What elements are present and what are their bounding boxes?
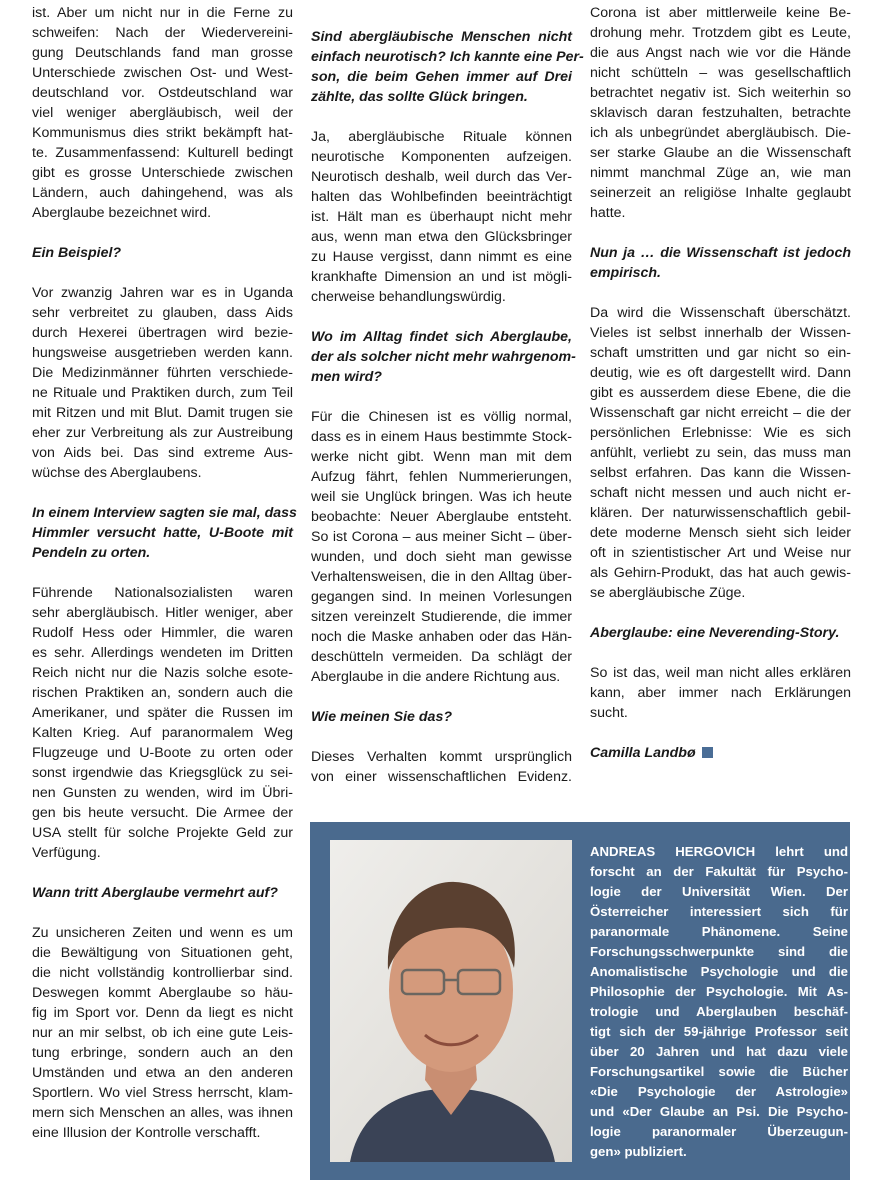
text-line: Verfügung.	[32, 845, 101, 861]
answer-paragraph	[590, 3, 851, 223]
author-name: Camilla Landbø	[590, 745, 696, 761]
interview-question	[311, 707, 572, 727]
text-line: neurotische Komponenten aufzeigen.	[311, 149, 572, 165]
text-line: sitzen vereinzelt Studierende, die immer	[311, 609, 572, 625]
text-line: logie paranormaler Überzeugun-	[590, 1124, 848, 1139]
text-line: Amerikaner, und später die Russen im	[32, 705, 293, 721]
text-line: aus, wenn man etwa den Glücksbringer	[311, 229, 572, 245]
text-line: nicht schütteln – was gesellschaftlich	[590, 65, 851, 81]
text-line: ist. Hält man es überhaupt nicht mehr	[311, 209, 572, 225]
text-line: gung Deutschlands fand man grosse	[32, 45, 293, 61]
text-line: durch Hexerei übertragen wird bezie-	[32, 325, 293, 341]
text-line: mit Ritzen und mit Blut. Damit trugen sie	[32, 405, 293, 421]
text-line: Forschungsschwerpunkte sind die	[590, 944, 848, 959]
text-line: trologie und Aberglauben beschäf-	[590, 1004, 848, 1019]
text-line: sehr abergläubisch. Hitler weniger, aber	[32, 605, 293, 621]
text-line: ich als unbegründet abergläubisch. Die-	[590, 125, 851, 141]
answer-paragraph	[32, 923, 293, 1143]
text-line: Flugzeuge und U-Boote zu orten oder	[32, 745, 293, 761]
text-line: Für die Chinesen ist es völlig normal,	[311, 409, 572, 425]
text-line: Dieses Verhalten kommt ursprünglich	[311, 749, 572, 765]
answer-paragraph	[590, 303, 851, 603]
text-line: deutschland vor. Ostdeutschland war	[32, 85, 293, 101]
text-line: Unterschiede zwischen Ost- und West-	[32, 65, 293, 81]
text-line: weil sie Unglück bringen. Was ich heute	[311, 489, 572, 505]
text-line: ser starke Glaube an die Wissenschaft	[590, 145, 851, 161]
text-line: Kommunismus dies strikt bekämpft hat-	[32, 125, 293, 141]
interview-question	[32, 503, 297, 563]
text-line: von einer wissenschaftlichen Evidenz.	[311, 769, 572, 785]
answer-paragraph	[311, 127, 572, 307]
text-line: schaft nicht messen und auch nicht er-	[590, 485, 851, 501]
text-line: Rudolf Hess oder Himmler, die waren	[32, 625, 293, 641]
text-line: tigt sich der 59-jährige Professor seit	[590, 1024, 848, 1039]
text-line: Sind abergläubische Menschen nicht	[311, 29, 572, 45]
answer-paragraph	[32, 283, 293, 483]
interview-question	[590, 623, 851, 643]
text-line: eher zur Verbreitung als zur Austreibung	[32, 425, 293, 441]
text-line: sehr verbreitet zu glauben, dass Aids	[32, 305, 293, 321]
text-line: son, die beim Gehen immer auf Drei	[311, 69, 572, 85]
text-line: zählte, das sollte Glück bringen.	[311, 89, 528, 105]
text-line: dass es in einem Haus bestimmte Stock-	[311, 429, 572, 445]
text-line: logie der Universität Wien. Der	[590, 884, 848, 899]
text-line: Vieles ist selbst innerhalb der Wissen-	[590, 325, 851, 341]
text-line: Zu unsicheren Zeiten und wenn es um	[32, 925, 293, 941]
text-line: gibt es grosse Unterschiede zwischen	[32, 165, 293, 181]
author-bio-box	[310, 822, 850, 1180]
text-line: forscht an der Fakultät für Psycho-	[590, 864, 848, 879]
text-line: selbst erfahren. Das kann die Wissen-	[590, 465, 851, 481]
text-line: der als solcher nicht mehr wahrgenom-	[311, 349, 576, 365]
text-line: schweifen: Nach der Wiedervereini-	[32, 25, 293, 41]
text-line: zu Hause vergisst, dann nimmt es eine	[311, 249, 572, 265]
answer-paragraph	[32, 583, 293, 863]
text-line: drohung mehr. Trotzdem gibt es Leute,	[590, 25, 851, 41]
text-line: Sportlern. Wo viel Stress herrscht, klam-	[32, 1085, 293, 1101]
text-line: Himmler versucht hatte, U-Boote mit	[32, 525, 293, 541]
interview-question	[590, 243, 851, 283]
text-line: nen Gunsten zu wenden, wird im Übri-	[32, 785, 293, 801]
text-line: Neurotisch deshalb, weil durch das Ver-	[311, 169, 572, 185]
text-line: Nun ja … die Wissenschaft ist jedoch	[590, 245, 851, 261]
text-line: Corona ist aber mittlerweile keine Be-	[590, 5, 851, 21]
text-line: Wie meinen Sie das?	[311, 709, 453, 725]
text-line: Ein Beispiel?	[32, 245, 122, 261]
text-line: eine Illusion der Kontrolle verschafft.	[32, 1125, 261, 1141]
text-line: die Bewältigung von Situationen geht,	[32, 945, 293, 961]
text-line: Aufzug fährt, fehlen Nummerierungen,	[311, 469, 572, 485]
text-line: Wissenschaft gar nicht erreicht – die der	[590, 405, 851, 421]
text-line: gegangen sind. In meinen Vorlesungen	[311, 589, 572, 605]
text-line: Aberglaube: eine Neverending-Story.	[590, 625, 840, 641]
article-column-2	[311, 27, 584, 807]
text-line: Ja, abergläubische Rituale können	[311, 129, 572, 145]
answer-paragraph	[311, 407, 572, 687]
text-line: Deswegen kommt Aberglaube so häu-	[32, 985, 293, 1001]
text-line: über 20 Jahren und hat dazu viele	[590, 1044, 848, 1059]
text-line: Kalten Krieg. Auf paranormalem Weg	[32, 725, 293, 741]
text-line: Da wird die Wissenschaft überschätzt.	[590, 305, 851, 321]
text-line: Philosophie der Psychologie. Mit As-	[590, 984, 848, 999]
text-line: sklavisch daran festzuhalten, betrachte	[590, 105, 851, 121]
text-line: nimmt manchmal Züge an, wie man	[590, 165, 851, 181]
text-line: und «Der Glaube an Psi. Die Psycho-	[590, 1104, 848, 1119]
text-line: nur an mir selbst, ob ich eine gute Leis-	[32, 1025, 293, 1041]
text-line: se abergläubische Züge.	[590, 585, 746, 601]
text-line: Ländern, auch dahingehend, was als	[32, 185, 293, 201]
text-line: betrachtet negativ ist. Sich weiterhin so	[590, 85, 851, 101]
article-column-3	[590, 3, 851, 763]
text-line: paranormale Phänomene. Seine	[590, 924, 848, 939]
text-line: Verhaltensweisen, die in den Alltag über-	[311, 569, 572, 585]
text-line: Wo im Alltag findet sich Aberglaube,	[311, 329, 572, 345]
text-line: viel weniger abergläubisch, weil der	[32, 105, 293, 121]
article-column-1	[32, 3, 297, 1163]
text-line: So ist das, weil man nicht alles erklären	[590, 665, 851, 681]
text-line: Führende Nationalsozialisten waren	[32, 585, 293, 601]
answer-paragraph	[590, 663, 851, 723]
text-line: Österreicher interessiert sich für	[590, 904, 848, 919]
text-line: gen» publiziert.	[590, 1144, 687, 1159]
text-line: tung erbringe, sondern auch an den	[32, 1045, 293, 1061]
text-line: anfühlt, verliebt zu sein, das muss man	[590, 445, 851, 461]
text-line: Anomalistische Psychologie und die	[590, 964, 848, 979]
text-line: beobachte: Neuer Aberglaube entsteht.	[311, 509, 572, 525]
portrait-illustration	[330, 840, 572, 1162]
text-line: einfach neurotisch? Ich kannte eine Per-	[311, 49, 584, 65]
text-line: dete moderne Mensch sieht sich leider	[590, 525, 851, 541]
portrait-photo	[330, 840, 572, 1162]
text-line: In einem Interview sagten sie mal, dass	[32, 505, 297, 521]
text-line: schaft umstritten und gar nicht so ein-	[590, 345, 851, 361]
text-line: Wann tritt Aberglaube vermehrt auf?	[32, 885, 278, 901]
text-line: sucht.	[590, 705, 628, 721]
end-mark-square-icon	[702, 747, 713, 758]
text-line: hatte.	[590, 205, 626, 221]
text-line: es sehr. Allerdings wendeten im Dritten	[32, 645, 293, 661]
text-line: Die Medizinmänner führten verschiede-	[32, 365, 293, 381]
text-line: wunden, und doch sieht man gewisse	[311, 549, 572, 565]
text-line: persönlichen Erlebnisse: Wie es sich	[590, 425, 851, 441]
text-line: klären. Der naturwissenschaftlich gebil-	[590, 505, 851, 521]
text-line: die nicht vollständig kontrollierbar sind.	[32, 965, 293, 981]
text-line: cherweise behandlungswürdig.	[311, 289, 506, 305]
text-line: Aberglaube in die andere Richtung aus.	[311, 669, 561, 685]
text-line: So ist Corona – aus meiner Sicht – über-	[311, 529, 572, 545]
text-line: mern sich Menschen an alles, was ihnen	[32, 1105, 293, 1121]
text-line: men wird?	[311, 369, 382, 385]
text-line: gen bis heute versucht. Die Armee der	[32, 805, 293, 821]
text-line: hungsweise ausgetrieben werden kann.	[32, 345, 293, 361]
text-line: wüchse des Aberglaubens.	[32, 465, 202, 481]
text-line: von Aids bei. Das sind extreme Aus-	[32, 445, 293, 461]
text-line: Umständen und etwa an den anderen	[32, 1065, 293, 1081]
text-line: empirisch.	[590, 265, 661, 281]
text-line: ist. Aber um nicht nur in die Ferne zu	[32, 5, 293, 21]
text-line: halten das Wohlbefinden beeinträchtigt	[311, 189, 572, 205]
text-line: ANDREAS HERGOVICH lehrt und	[590, 844, 848, 859]
text-line: krankhafte Dimension an und ist mögli-	[311, 269, 572, 285]
text-line: die aus Angst nach wie vor die Hände	[590, 45, 851, 61]
text-line: USA stellt für solche Projekte Geld zur	[32, 825, 293, 841]
text-line: Aberglaube bezeichnet wird.	[32, 205, 212, 221]
text-line: ne Rituale und Praktiken durch, zum Teil	[32, 385, 293, 401]
answer-paragraph	[311, 747, 572, 787]
text-line: te. Zusammenfassend: Kulturell bedingt	[32, 145, 293, 161]
interview-question	[32, 883, 293, 903]
text-line: fig im Sport vor. Denn da liegt es nicht	[32, 1005, 293, 1021]
text-line: oft in szientistischer Art und Weise nur	[590, 545, 851, 561]
text-line: gibt es ausserdem diese Ebene, die die	[590, 385, 851, 401]
text-line: Forschungsartikel sowie die Bücher	[590, 1064, 848, 1079]
text-line: Vor zwanzig Jahren war es in Uganda	[32, 285, 293, 301]
text-line: noch die Maske anhaben oder das Hän-	[311, 629, 572, 645]
interview-question	[311, 327, 576, 387]
author-bio-text	[590, 842, 848, 1162]
text-line: seinerzeit an religiöse Inhalte geglaubt	[590, 185, 851, 201]
text-line: werke nicht gibt. Wenn man mit dem	[311, 449, 572, 465]
text-line: als Gehirn-Produkt, das hat auch gewis-	[590, 565, 851, 581]
text-line: deutig, wie es oft dargestellt wird. Dann	[590, 365, 851, 381]
text-line: rischen Praktiken an, sondern auch die	[32, 685, 293, 701]
text-line: «Die Psychologie der Astrologie»	[590, 1084, 848, 1099]
text-line: Pendeln zu orten.	[32, 545, 151, 561]
interview-question	[32, 243, 293, 263]
text-line: kann, aber immer nach Erklärungen	[590, 685, 851, 701]
text-line: Reich nicht nur die Nazis solche esote-	[32, 665, 293, 681]
interview-question	[311, 27, 584, 107]
author-signature	[590, 743, 851, 763]
answer-paragraph	[32, 3, 293, 223]
text-line: sonst irgendwie das Kriegsglück zu sei-	[32, 765, 293, 781]
text-line: deschütteln vermeiden. Da schlägt der	[311, 649, 572, 665]
